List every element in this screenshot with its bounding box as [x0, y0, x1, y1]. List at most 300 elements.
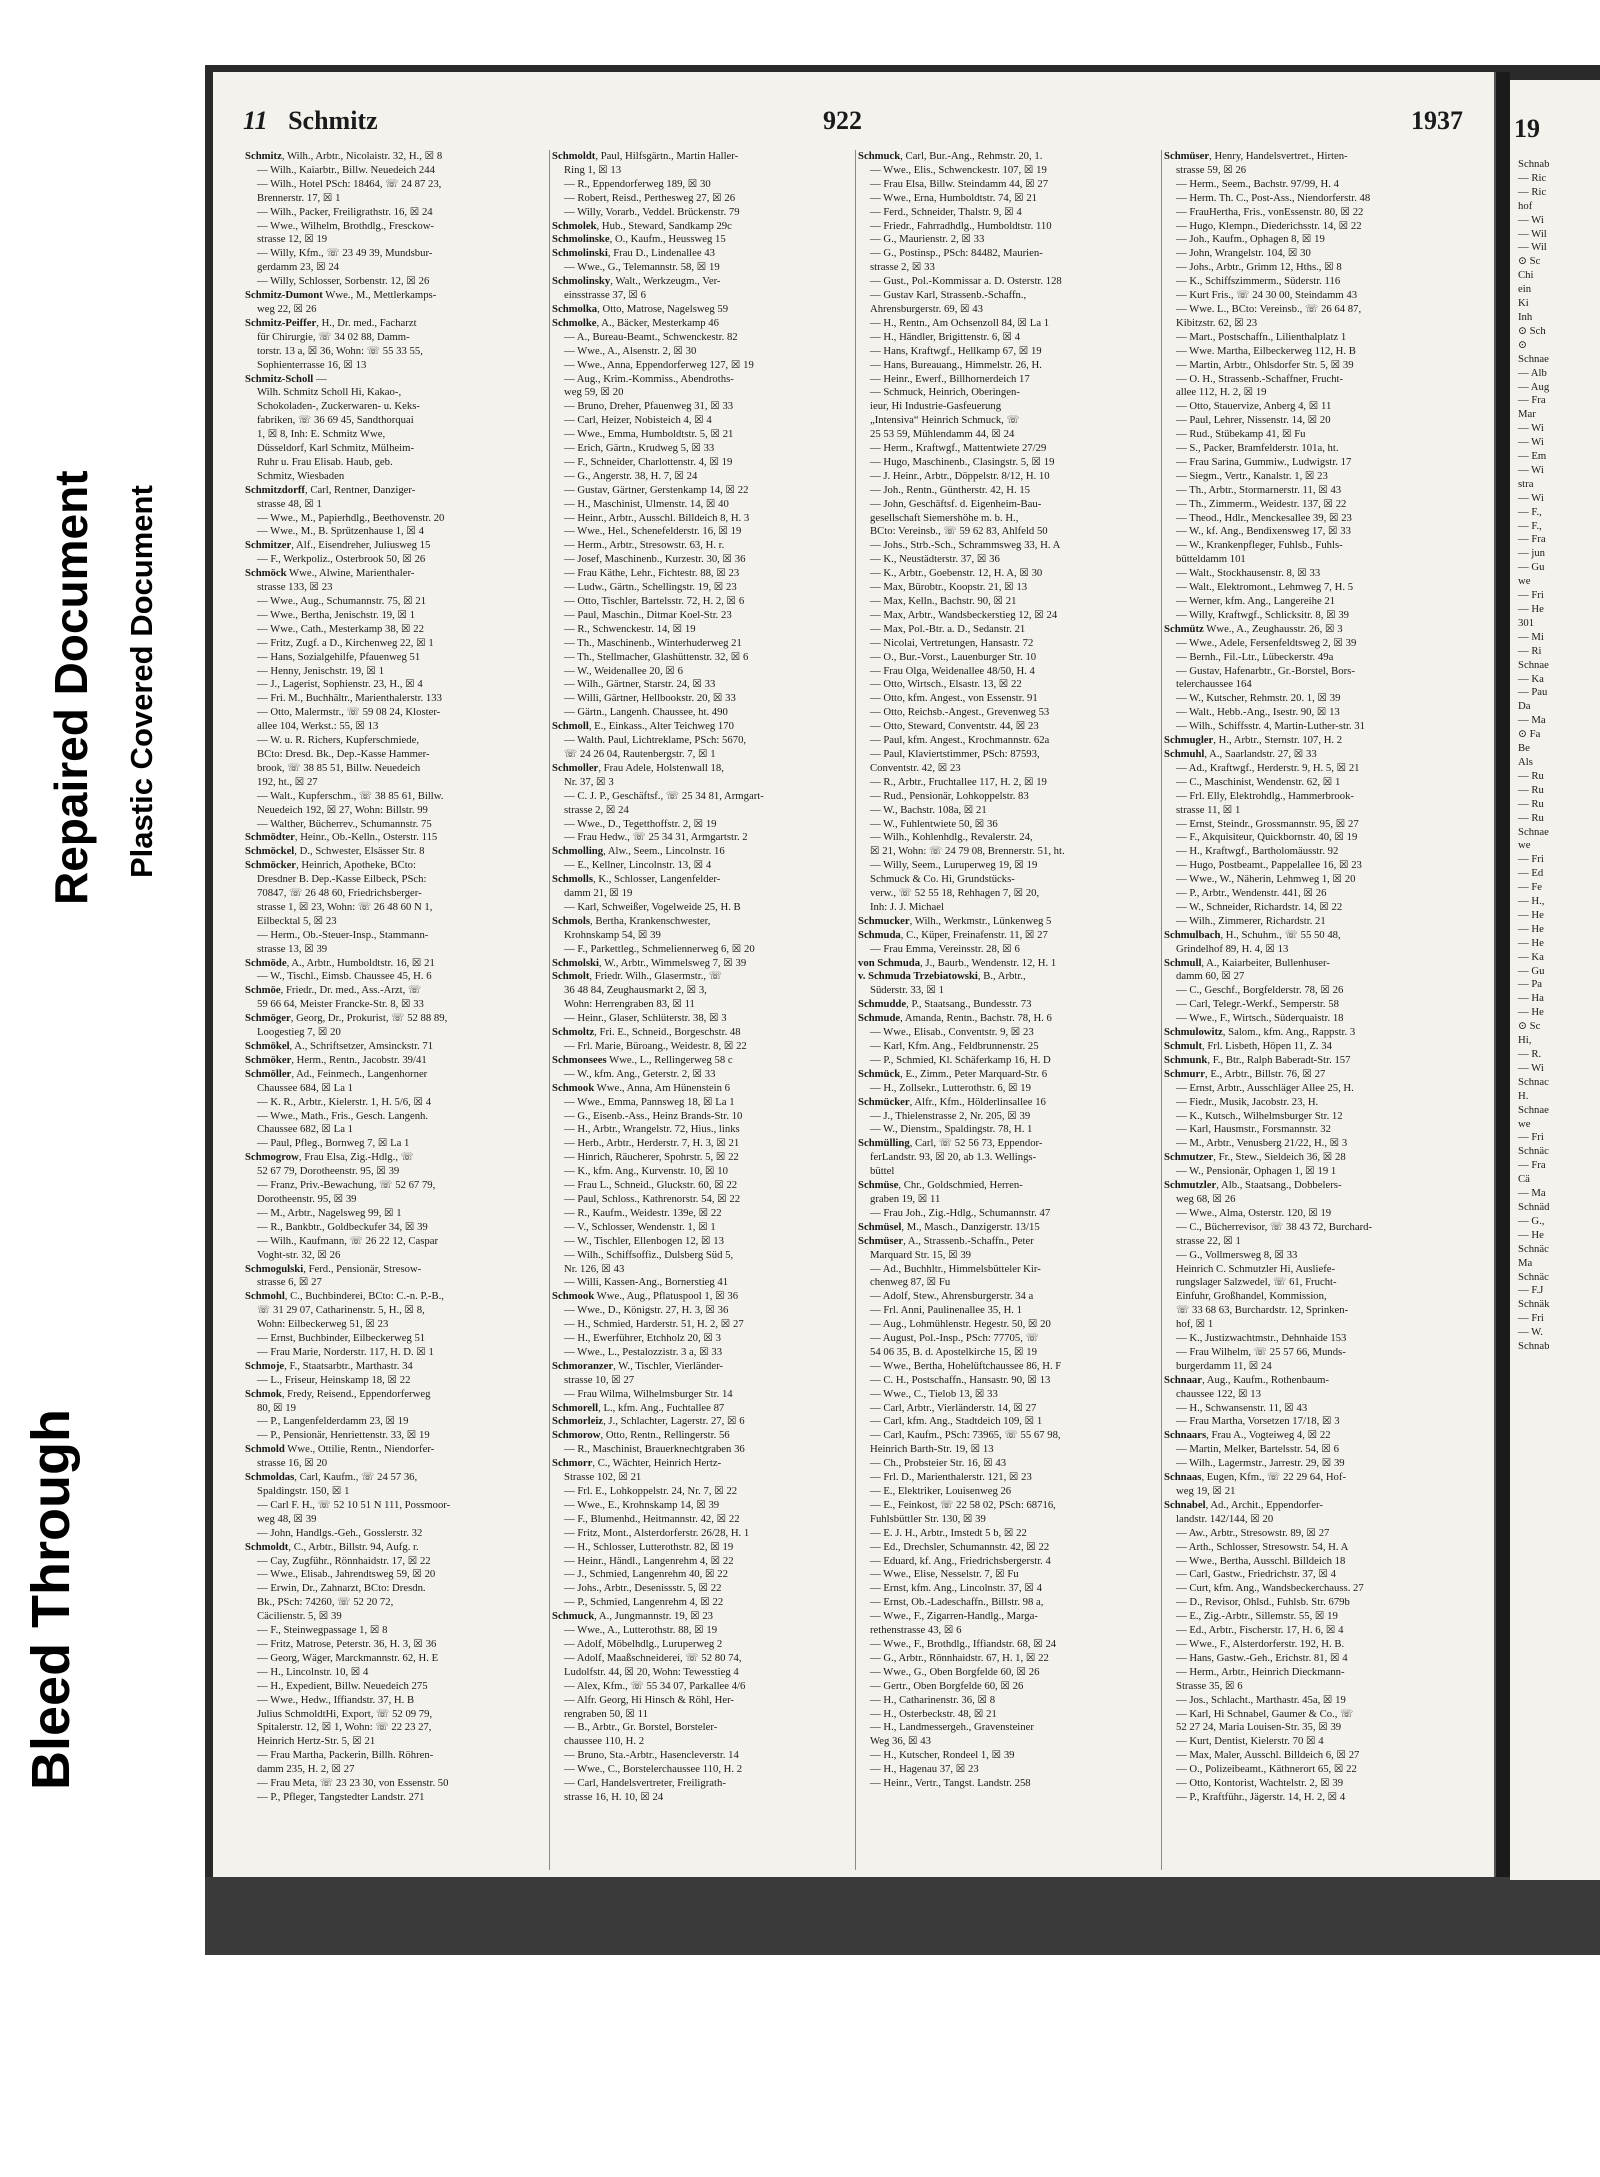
directory-entry	[243, 1263, 537, 1277]
entry-details: — Paul, kfm. Angest., Krochmannstr. 62a	[870, 734, 1050, 747]
directory-entry	[243, 1638, 537, 1652]
directory-entry	[856, 984, 1149, 998]
next-page-entry: Schnae	[1518, 825, 1549, 838]
entry-surname: Schmöller	[245, 1067, 292, 1080]
entry-details: für Chirurgie, ☏ 34 02 88, Damm-	[257, 330, 410, 343]
directory-entry	[243, 984, 537, 998]
directory-entry	[1162, 567, 1455, 581]
entry-details: — Wwe., F., Wirtsch., Süderquaistr. 18	[1176, 1012, 1344, 1025]
entry-details: — Fritz, Zugf. a D., Kirchenweg 22, ☒ 1	[257, 636, 434, 649]
entry-details: Cäcilienstr. 5, ☒ 39	[257, 1610, 342, 1623]
next-page-column	[1516, 158, 1600, 1354]
entry-details: — Th., Zimmerm., Weidestr. 137, ☒ 22	[1176, 497, 1347, 510]
entry-details: — Johs., Strb.-Sch., Schrammsweg 33, H. A	[870, 539, 1061, 552]
directory-entry	[243, 581, 537, 595]
directory-entry	[243, 665, 537, 679]
directory-entry	[1162, 887, 1455, 901]
directory-entry	[243, 1763, 537, 1777]
entry-details: — Willy, Vorarb., Veddel. Brückenstr. 79	[564, 205, 740, 218]
entry-details: — H., Lincolnstr. 10, ☒ 4	[257, 1665, 369, 1678]
entry-details: — O., Bur.-Vorst., Lauenburger Str. 10	[870, 650, 1037, 663]
entry-details: — Frau Meta, ☏ 23 23 30, von Essenstr. 50	[257, 1777, 449, 1790]
directory-entry	[1162, 1193, 1455, 1207]
entry-details: — Wwe., Wilhelm, Brothdlg., Fresckow-	[257, 219, 434, 232]
entry-details: , Henry, Handelsvertret., Hirten-	[1209, 150, 1348, 162]
entry-details: — Rud., Stübekamp 41, ☒ Fu	[1176, 428, 1306, 441]
directory-entry	[856, 456, 1149, 470]
entry-surname: Schmolinski	[552, 247, 608, 260]
directory-entry	[243, 1068, 537, 1082]
entry-details: ☏ 31 29 07, Catharinenstr. 5, H., ☒ 8,	[257, 1304, 425, 1317]
entry-details: — Carl, Heizer, Nobisteich 4, ☒ 4	[564, 414, 712, 427]
entry-surname: Schnaar	[1164, 1373, 1203, 1386]
entry-details: , L., kfm. Ang., Fuchtallee 87	[598, 1401, 725, 1414]
entry-details: — Wwe., Emma, Pannsweg 18, ☒ La 1	[564, 1095, 735, 1108]
directory-entry	[550, 345, 843, 359]
entry-surname: Schmorow	[552, 1429, 601, 1442]
entry-details: — Frl. Marie, Büroang., Weidestr. 8, ☒ 22	[564, 1040, 747, 1052]
directory-entry	[243, 1110, 537, 1124]
entry-details: , O., Kaufm., Heussweg 15	[609, 233, 726, 246]
entry-surname: Schmoldt	[552, 150, 596, 162]
entry-details: — Wwe., Hedw., Iffiandstr. 37, H. B	[257, 1693, 415, 1706]
directory-entry	[856, 289, 1149, 303]
next-page-entry: — Gu	[1518, 964, 1545, 977]
entry-details: , Amanda, Rentn., Bachstr. 78, H. 6	[900, 1012, 1052, 1025]
directory-entry	[856, 1165, 1149, 1179]
entry-surname: Schmöck	[245, 567, 287, 580]
directory-entry	[856, 1123, 1149, 1137]
entry-details: — Paul, Klaviertstimmer, PSch: 87593,	[870, 747, 1040, 760]
directory-entry	[550, 498, 843, 512]
directory-entry	[550, 247, 843, 261]
entry-details: — R., Eppendorferweg 189, ☒ 30	[564, 177, 711, 190]
entry-details: hof, ☒ 1	[1176, 1318, 1214, 1331]
directory-entry	[243, 1388, 537, 1402]
next-page-entry: — Ka	[1518, 672, 1544, 685]
entry-details: — Eduard, kf. Ang., Friedrichsbergerstr. 4	[870, 1554, 1051, 1567]
entry-details: — Jos., Schlacht., Marthastr. 45a, ☒ 19	[1176, 1693, 1346, 1706]
entry-details: — Frau Martha, Packerin, Billh. Röhren-	[257, 1749, 434, 1762]
entry-details: — Frau L., Schneid., Gluckstr. 60, ☒ 22	[564, 1179, 738, 1192]
entry-surname: Schmitz-Peiffer	[245, 316, 317, 329]
directory-entry	[243, 1235, 537, 1249]
directory-entry	[1162, 1276, 1455, 1290]
directory-entry	[1162, 1610, 1455, 1624]
next-page-entry: — Wi	[1518, 213, 1544, 226]
directory-entry	[856, 317, 1149, 331]
directory-entry	[1162, 192, 1455, 206]
entry-details: — Max, Pol.-Btr. a. D., Sedanstr. 21	[870, 622, 1026, 635]
entry-details: Schmuck & Co. Hi, Grundstücks-	[870, 873, 1015, 886]
entry-surname: v. Schmuda Trzebiatowski	[858, 970, 978, 983]
entry-details: — Wwe., Adele, Fersenfeldtsweg 2, ☒ 39	[1176, 636, 1357, 649]
next-page-entry: Schnäc	[1518, 1242, 1549, 1255]
directory-column-4	[1161, 150, 1455, 1870]
entry-surname: von Schmuda	[858, 956, 921, 969]
directory-entry	[243, 1568, 537, 1582]
next-page-entry: stra	[1518, 477, 1534, 490]
directory-entry	[856, 164, 1149, 178]
next-page-entry: 301	[1518, 616, 1535, 629]
entry-details: , H., Schuhm., ☏ 55 50 48,	[1220, 928, 1341, 941]
entry-details: , Alw., Seem., Lincolnstr. 16	[603, 845, 725, 858]
directory-entry	[856, 1110, 1149, 1124]
directory-entry	[243, 762, 537, 776]
entry-details: , Fr., Stew., Sieldeich 36, ☒ 28	[1213, 1151, 1346, 1164]
directory-entry	[243, 873, 537, 887]
directory-entry	[243, 1708, 537, 1722]
directory-entry	[856, 1763, 1149, 1777]
directory-entry	[550, 804, 843, 818]
directory-entry	[243, 1012, 537, 1026]
directory-entry	[243, 1415, 537, 1429]
entry-details: , E., Arbtr., Billstr. 76, ☒ 27	[1204, 1067, 1326, 1080]
directory-entry	[856, 1527, 1149, 1541]
next-page-entry: ⊙ Sch	[1518, 324, 1546, 337]
entry-surname: Schmogulski	[245, 1262, 304, 1275]
entry-details: Marquard Str. 15, ☒ 39	[870, 1248, 972, 1261]
entry-details: Grindelhof 89, H. 4, ☒ 13	[1176, 942, 1289, 955]
directory-entry	[243, 1610, 537, 1624]
entry-details: — Frl. E., Lohkoppelstr. 24, Nr. 7, ☒ 22	[564, 1485, 738, 1497]
entry-details: — Joh., Kaufm., Ophagen 8, ☒ 19	[1176, 233, 1325, 246]
entry-details: Voght-str. 32, ☒ 26	[257, 1248, 341, 1261]
entry-details: , Carl, Rentner, Danziger-	[304, 483, 416, 496]
entry-details: — J. Heinr., Arbtr., Döppelstr. 8/12, H. 10	[870, 469, 1050, 482]
entry-details: , Chr., Goldschmied, Herren-	[898, 1179, 1023, 1192]
entry-details: Wwe., Aug., Pflatuspool 1, ☒ 36	[594, 1290, 739, 1303]
entry-details: — Herm., Arbtr., Heinrich Dieckmann-	[1176, 1665, 1345, 1678]
directory-entry	[550, 720, 843, 734]
directory-entry	[1162, 790, 1455, 804]
entry-details: 36 48 84, Zeughausmarkt 2, ☒ 3,	[564, 984, 707, 997]
directory-entry	[550, 762, 843, 776]
directory-entry	[1162, 859, 1455, 873]
directory-entry	[550, 220, 843, 234]
next-page-entry: ein	[1518, 283, 1532, 296]
entry-details: — Erwin, Dr., Zahnarzt, BCto: Dresdn.	[257, 1582, 426, 1595]
directory-entry	[550, 1541, 843, 1555]
repaired-document-label: Repaired Document	[45, 470, 97, 905]
next-page-entry: Ma	[1518, 1256, 1533, 1269]
entry-details: Düsseldorf, Karl Schmitz, Mülheim-	[257, 442, 415, 455]
directory-entry	[550, 539, 843, 553]
directory-entry	[856, 525, 1149, 539]
directory-entry	[856, 957, 1149, 971]
directory-entry	[550, 651, 843, 665]
entry-details: — Willy, Seem., Luruperweg 19, ☒ 19	[870, 859, 1038, 872]
entry-details: — Ernst, Steindr., Grossmannstr. 95, ☒ 27	[1176, 817, 1359, 830]
directory-entry	[856, 345, 1149, 359]
entry-details: — H., Maschinist, Ulmenstr. 14, ☒ 40	[564, 497, 729, 510]
entry-details: — Walt., Kupferschm., ☏ 38 85 61, Billw.	[257, 789, 444, 802]
directory-entry	[550, 261, 843, 275]
entry-surname: Schmöde	[245, 956, 287, 969]
directory-entry	[1162, 1290, 1455, 1304]
entry-details: — Ernst, Ob.-Ladeschaffn., Billstr. 98 a,	[870, 1596, 1044, 1609]
directory-entry	[1162, 720, 1455, 734]
entry-details: — Ferd., Schneider, Thalstr. 9, ☒ 4	[870, 205, 1022, 218]
directory-entry	[243, 1429, 537, 1443]
entry-details: — Frau Joh., Zig.-Hdlg., Schumannstr. 47	[870, 1206, 1051, 1219]
entry-details: — Johs., Arbtr., Desenissstr. 5, ☒ 22	[564, 1582, 722, 1595]
directory-entry	[856, 539, 1149, 553]
directory-entry	[856, 623, 1149, 637]
directory-entry	[1162, 512, 1455, 526]
next-page-entry: — Ka	[1518, 950, 1544, 963]
directory-entry	[550, 665, 843, 679]
entry-surname: Schmuck	[858, 150, 901, 162]
entry-details: ☒ 21, Wohn: ☏ 24 79 08, Brennerstr. 51, ht.	[870, 845, 1065, 858]
entry-details: , Alf., Eisendreher, Juliusweg 15	[291, 539, 431, 552]
directory-column-1	[243, 150, 537, 1870]
entry-surname: Schmolinske	[552, 233, 610, 246]
entry-details: , Herm., Rentn., Jacobstr. 39/41	[291, 1053, 427, 1066]
entry-details: Chaussee 682, ☒ La 1	[257, 1123, 353, 1136]
directory-entry	[550, 1735, 843, 1749]
directory-entry	[856, 1721, 1149, 1735]
directory-entry	[243, 484, 537, 498]
directory-entry	[550, 428, 843, 442]
entry-details: , Walt., Werkzeugm., Ver-	[610, 275, 721, 288]
directory-entry	[1162, 957, 1455, 971]
entry-details: — Frau Käthe, Lehr., Fichtestr. 88, ☒ 23	[564, 567, 740, 580]
directory-entry	[243, 831, 537, 845]
directory-entry	[550, 553, 843, 567]
entry-surname: Schmütz	[1164, 622, 1204, 635]
entry-details: — Hans, Gastw.-Geh., Erichstr. 81, ☒ 4	[1176, 1651, 1348, 1664]
directory-entry	[550, 776, 843, 790]
directory-entry	[243, 1151, 537, 1165]
next-page-entry: — jun	[1518, 547, 1546, 560]
entry-details: strasse 133, ☒ 23	[257, 581, 333, 594]
directory-entry	[243, 1582, 537, 1596]
entry-details: — G., Eisenb.-Ass., Heinz Brands-Str. 10	[564, 1109, 743, 1122]
directory-entry	[243, 1513, 537, 1527]
next-page-entry: — F.J	[1518, 1284, 1544, 1297]
running-head	[243, 106, 378, 136]
directory-entry	[550, 595, 843, 609]
directory-entry	[1162, 317, 1455, 331]
directory-entry	[1162, 901, 1455, 915]
entry-details: strasse 12, ☒ 19	[257, 233, 328, 246]
entry-details: , F., Staatsarbtr., Marthastr. 34	[284, 1359, 413, 1372]
entry-surname: Schmoranzer	[552, 1359, 614, 1372]
directory-entry	[243, 1249, 537, 1263]
next-page-entry: Da	[1518, 700, 1531, 713]
entry-details: Wwe., M., Mettlerkamps-	[322, 289, 437, 302]
directory-entry	[1162, 1068, 1455, 1082]
directory-entry	[550, 1749, 843, 1763]
entry-details: — H., Catharinenstr. 36, ☒ 8	[870, 1693, 996, 1706]
directory-entry	[243, 1402, 537, 1416]
directory-entry	[856, 1290, 1149, 1304]
directory-entry	[243, 1318, 537, 1332]
entry-details: — Heinr., Vertr., Tangst. Landstr. 258	[870, 1777, 1031, 1790]
entry-details: — Walt., Stockhausenstr. 8, ☒ 33	[1176, 567, 1321, 580]
entry-details: — Willi, Gärtner, Hellbookstr. 20, ☒ 33	[564, 692, 736, 705]
entry-details: — Gustav, Hafenarbtr., Gr.-Borstel, Bors-	[1176, 664, 1355, 677]
entry-details: Dresdner B. Dep.-Kasse Eilbeck, PSch:	[257, 873, 427, 886]
entry-details: — E., Zig.-Arbtr., Sillemstr. 55, ☒ 19	[1176, 1610, 1338, 1623]
directory-entry	[550, 1374, 843, 1388]
entry-details: — A., Bureau-Beamt., Schwenckestr. 82	[564, 330, 738, 343]
entry-details: strasse 6, ☒ 27	[257, 1276, 322, 1289]
directory-entry	[550, 1151, 843, 1165]
entry-details: — W., Schneider, Richardstr. 14, ☒ 22	[1176, 900, 1343, 913]
entry-surname: Schmoller	[552, 761, 599, 774]
entry-details: Chaussee 684, ☒ La 1	[257, 1081, 353, 1094]
directory-entry	[856, 1735, 1149, 1749]
directory-entry	[550, 1221, 843, 1235]
directory-entry	[1162, 1735, 1455, 1749]
entry-details: chenweg 87, ☒ Fu	[870, 1276, 951, 1289]
directory-entry	[1162, 164, 1455, 178]
directory-entry	[550, 164, 843, 178]
entry-details: — Gust., Pol.-Kommissar a. D. Osterstr. 128	[870, 275, 1062, 288]
directory-entry	[1162, 1749, 1455, 1763]
entry-details: — J., Schmied, Langenrehm 40, ☒ 22	[564, 1568, 728, 1581]
directory-entry	[243, 1165, 537, 1179]
entry-details: , Frau Adele, Holstenwall 18,	[598, 761, 724, 774]
entry-details: — Wwe., Emma, Humboldtstr. 5, ☒ 21	[564, 428, 734, 441]
entry-details: — R., Arbtr., Fruchtallee 117, H. 2, ☒ 19	[870, 775, 1047, 788]
directory-entry	[243, 1137, 537, 1151]
entry-details: — W., Weidenallee 20, ☒ 6	[564, 664, 683, 677]
entry-surname: Schmülling	[858, 1137, 910, 1150]
next-page-entry: Inh	[1518, 310, 1533, 323]
directory-entry	[550, 1068, 843, 1082]
entry-details: — Herm., Seem., Bachstr. 97/99, H. 4	[1176, 177, 1339, 190]
entry-details: — Otto, kfm. Angest., von Essenstr. 91	[870, 692, 1038, 705]
entry-details: , H., Dr. med., Facharzt	[316, 316, 417, 329]
entry-surname: Schmöe	[245, 984, 281, 997]
directory-entry	[243, 359, 537, 373]
next-page-entry: Schnab	[1518, 158, 1550, 170]
directory-entry	[856, 998, 1149, 1012]
directory-entry	[1162, 943, 1455, 957]
entry-details: — F., Akquisiteur, Quickbornstr. 40, ☒ 19	[1176, 831, 1358, 844]
directory-entry	[550, 887, 843, 901]
entry-details: — Hans, Kraftwgf., Hellkamp 67, ☒ 19	[870, 344, 1042, 357]
directory-column-3	[855, 150, 1149, 1870]
entry-details: — Wilh., Schiffsstr. 4, Martin-Luther-str. 31	[1176, 720, 1365, 733]
entry-details: — Paul, Schloss., Kathrenorstr. 54, ☒ 22	[564, 1192, 741, 1205]
entry-details: , Otto, Rentn., Rellingerstr. 56	[600, 1429, 730, 1442]
entry-details: — Gustav, Gärtner, Gerstenkamp 14, ☒ 22	[564, 483, 749, 496]
directory-entry	[243, 804, 537, 818]
directory-entry	[856, 748, 1149, 762]
directory-entry	[550, 998, 843, 1012]
directory-entry	[550, 1207, 843, 1221]
entry-surname: Schmitz-Dumont	[245, 289, 323, 302]
entry-details: — Max, Arbtr., Wandsbeckerstieg 12, ☒ 24	[870, 608, 1058, 621]
entry-details: Julius SchmoldtHi, Export, ☏ 52 09 79,	[257, 1707, 433, 1720]
entry-details: — C. H., Postschaffn., Hansastr. 90, ☒ 13	[870, 1373, 1051, 1386]
directory-entry	[1162, 1568, 1455, 1582]
directory-entry	[1162, 1763, 1455, 1777]
next-page-entry: — Pau	[1518, 686, 1548, 699]
directory-entry	[1162, 706, 1455, 720]
directory-entry	[550, 1527, 843, 1541]
directory-entry	[243, 1680, 537, 1694]
directory-entry	[1162, 400, 1455, 414]
next-page-entry: — Wi	[1518, 1061, 1544, 1074]
entry-details: , Georg, Dr., Prokurist, ☏ 52 88 89,	[290, 1012, 448, 1025]
entry-details: — Herm., Ob.-Steuer-Insp., Stammann-	[257, 928, 429, 941]
directory-entry	[1162, 414, 1455, 428]
entry-details: allee 112, H. 2, ☒ 19	[1176, 386, 1267, 399]
directory-entry	[550, 1694, 843, 1708]
entry-details: — Otto, Steward, Conventstr. 44, ☒ 23	[870, 720, 1039, 733]
directory-entry	[1162, 1096, 1455, 1110]
directory-entry	[856, 553, 1149, 567]
entry-details: — E., Kellner, Lincolnstr. 13, ☒ 4	[564, 859, 712, 872]
entry-details: Wilh. Schmitz Scholl Hi, Kakao-,	[257, 386, 402, 399]
entry-details: — G., Angerstr. 38, H. 7, ☒ 24	[564, 469, 698, 482]
entry-details: Krohnskamp 54, ☒ 39	[564, 928, 661, 941]
entry-details: — Theod., Hdlr., Menckesallee 39, ☒ 23	[1176, 511, 1352, 524]
entry-details: Heinrich C. Schmutzler Hi, Ausliefe-	[1176, 1262, 1336, 1275]
next-page-entry: Hi,	[1518, 1034, 1532, 1047]
entry-details: 80, ☒ 19	[257, 1401, 296, 1414]
directory-entry	[550, 1304, 843, 1318]
directory-entry	[550, 1026, 843, 1040]
next-page-entry: — Wi	[1518, 491, 1544, 504]
directory-entry	[243, 317, 537, 331]
entry-details: — Paul, Lehrer, Nissenstr. 14, ☒ 20	[1176, 414, 1331, 427]
entry-details: — Walther, Bücherrev., Schumannstr. 75	[257, 817, 432, 830]
entry-details: — Otto, Malermstr., ☏ 59 08 24, Kloster-	[257, 706, 441, 719]
entry-details: , W., Tischler, Vierländer-	[613, 1359, 723, 1372]
entry-details: — Frau Martha, Vorsetzen 17/18, ☒ 3	[1176, 1415, 1340, 1428]
entry-details: — W., Fuhlentwiete 50, ☒ 36	[870, 817, 998, 830]
directory-entry	[243, 1193, 537, 1207]
entry-details: — W. u. R. Richers, Kupferschmiede,	[257, 734, 420, 747]
entry-details: rethenstrasse 43, ☒ 6	[870, 1624, 962, 1637]
directory-entry	[1162, 220, 1455, 234]
entry-details: Bk., PSch: 74260, ☏ 52 20 72,	[257, 1596, 394, 1609]
entry-details: 52 67 79, Dorotheenstr. 95, ☒ 39	[257, 1165, 400, 1178]
directory-entry	[856, 414, 1149, 428]
entry-details: strasse 16, H. 10, ☒ 24	[564, 1790, 664, 1803]
entry-details: — Hugo, Klempn., Diederichsstr. 14, ☒ 22	[1176, 219, 1362, 232]
entry-details: — G., Vollmersweg 8, ☒ 33	[1176, 1248, 1298, 1261]
next-page-year-fragment: 19	[1514, 114, 1540, 143]
entry-details: , Otto, Matrose, Nagelsweg 59	[597, 302, 729, 315]
directory-entry	[1162, 1499, 1455, 1513]
directory-entry	[1162, 498, 1455, 512]
directory-entry	[856, 442, 1149, 456]
next-page-entry: — Ma	[1518, 1187, 1546, 1200]
directory-entry	[243, 1457, 537, 1471]
next-page-entry: Ki	[1518, 297, 1529, 310]
entry-details: , Heinrich, Apotheke, BCto:	[296, 859, 416, 872]
directory-entry	[550, 1777, 843, 1791]
directory-entry	[243, 1791, 537, 1805]
entry-surname: Schmüsel	[858, 1220, 902, 1233]
entry-details: — O., Polizeibeamt., Käthnerort 65, ☒ 22	[1176, 1763, 1357, 1776]
directory-entry	[1162, 804, 1455, 818]
entry-details: — Th., Stellmacher, Glashüttenstr. 32, ☒ 6	[564, 650, 749, 663]
entry-details: — H., Zollsekr., Lutterothstr. 6, ☒ 19	[870, 1081, 1031, 1094]
entry-details: — Gärtn., Langenh. Chaussee, ht. 490	[564, 706, 728, 719]
directory-entry	[1162, 1402, 1455, 1416]
directory-entry	[243, 970, 537, 984]
entry-details: — Wwe., F., Alsterdorferstr. 192, H. B.	[1176, 1637, 1345, 1650]
entry-surname: Schmugler	[1164, 734, 1214, 747]
